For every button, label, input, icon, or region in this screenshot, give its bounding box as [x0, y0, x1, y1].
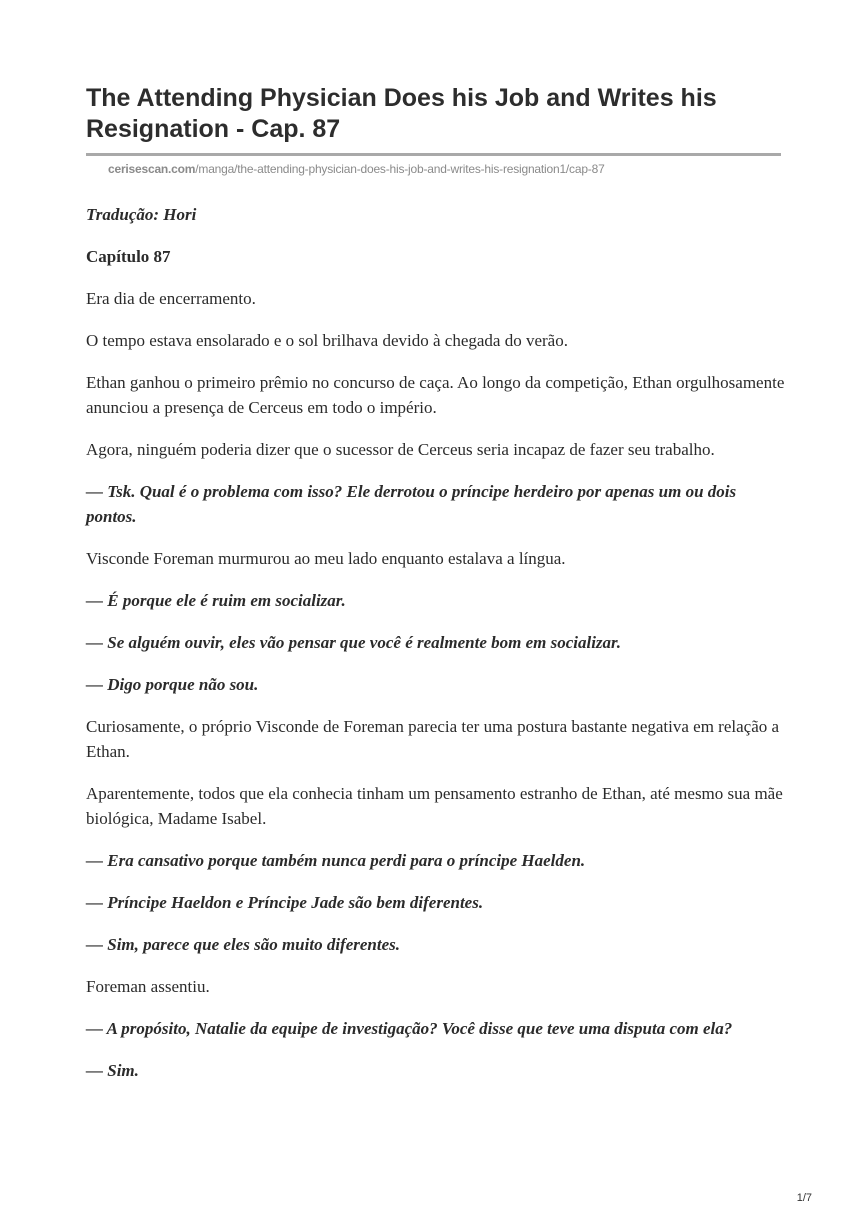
- paragraph: Tradução: Hori: [86, 205, 197, 224]
- paragraph: — A propósito, Natalie da equipe de investigação? Você disse que teve uma disputa com ela?: [86, 1019, 733, 1038]
- paragraph: — Digo porque não sou.: [86, 675, 259, 694]
- chapter-content: [86, 202, 786, 1100]
- paragraph: — Tsk. Qual é o problema com isso? Ele derrotou o príncipe herdeiro por apenas um ou dois pontos.: [86, 482, 737, 526]
- title-divider: [86, 153, 781, 156]
- paragraph: Visconde Foreman murmurou ao meu lado enquanto estalava a língua.: [86, 549, 566, 568]
- paragraph: — Era cansativo porque também nunca perdi para o príncipe Haelden.: [86, 851, 586, 870]
- paragraph: Foreman assentiu.: [86, 977, 210, 996]
- paragraph: Capítulo 87: [86, 247, 171, 266]
- paragraph: — Sim, parece que eles são muito diferentes.: [86, 935, 401, 954]
- page-number: 1/7: [796, 1192, 812, 1204]
- paragraph: — É porque ele é ruim em socializar.: [86, 591, 346, 610]
- paragraph: O tempo estava ensolarado e o sol brilhava devido à chegada do verão.: [86, 331, 568, 350]
- source-path[interactable]: /manga/the-attending-physician-does-his-job-and-writes-his-resignation1/cap-87: [195, 162, 605, 176]
- source-domain[interactable]: cerisescan.com: [108, 162, 196, 176]
- paragraph: Era dia de encerramento.: [86, 289, 256, 308]
- source-link[interactable]: [108, 162, 605, 176]
- paragraph: — Sim.: [86, 1061, 139, 1080]
- paragraph: Aparentemente, todos que ela conhecia tinham um pensamento estranho de Ethan, até mesmo sua mãe biológica, Madame Isabel.: [86, 784, 783, 828]
- paragraph: — Se alguém ouvir, eles vão pensar que você é realmente bom em socializar.: [86, 633, 621, 652]
- page-title: The Attending Physician Does his Job and Writes his Resignation - Cap. 87: [86, 84, 717, 143]
- paragraph: — Príncipe Haeldon e Príncipe Jade são bem diferentes.: [86, 893, 484, 912]
- paragraph: Curiosamente, o próprio Visconde de Foreman parecia ter uma postura bastante negativa em relação a Ethan.: [86, 717, 780, 761]
- paragraph: Agora, ninguém poderia dizer que o sucessor de Cerceus seria incapaz de fazer seu trabalho.: [86, 440, 715, 459]
- paragraph: Ethan ganhou o primeiro prêmio no concurso de caça. Ao longo da competição, Ethan orgulhosamente anunciou a presença de Cerceus em todo o império.: [86, 373, 785, 417]
